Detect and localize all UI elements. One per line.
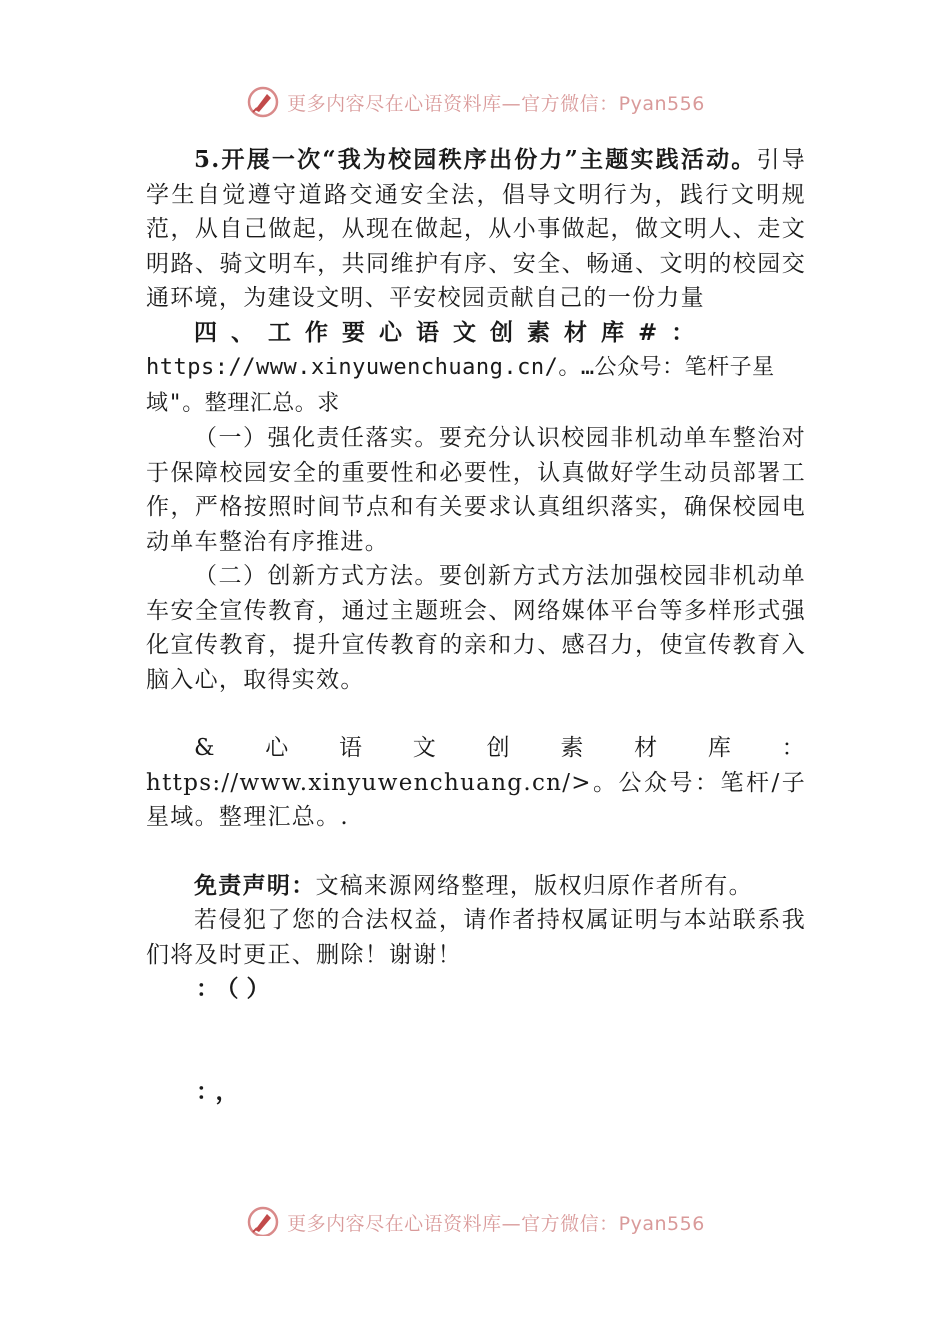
section-4-heading-spread: 四、工作要心语文创素材库#： [194, 318, 709, 346]
document-body [146, 143, 806, 1109]
point-2-paragraph [146, 559, 806, 697]
source-paragraph: &心语文创素材库：https://www.xinyuwenchuang.cn/>。公众号：笔杆/子星域。整理汇总。. [146, 735, 806, 830]
spacer [146, 835, 806, 869]
spacer [146, 1007, 806, 1075]
section-4-heading-rest: https://www.xinyuwenchuang.cn/。…公众号：笔杆子星域"。整理汇总。求 [146, 355, 775, 416]
section-4-heading [146, 316, 806, 422]
spacer [146, 697, 806, 731]
disclaimer-paragraph [146, 869, 806, 904]
item-5-text: 引导学生自觉遵守道路交通安全法，倡导文明行为，践行文明规范，从自己做起，从现在做起，从小事做起，做文明人、走文明路、骑文明车，共同维护有序、安全、畅通、文明的校园交通环境，为建设文明、平安校园贡献自己的一份力量 [146, 147, 806, 311]
point-1-title: （一）强化责任落实。 [194, 425, 439, 451]
pen-nib-logo-icon [245, 1204, 281, 1236]
footer-banner-text: 更多内容尽在心语资料库—官方微信：Pyan556 [287, 1212, 705, 1235]
footer-banner [0, 1202, 950, 1236]
symbol-line-2: ：， [196, 1077, 247, 1105]
disclaimer-paragraph-2: 若侵犯了您的合法权益，请作者持权属证明与本站联系我们将及时更正、删除！谢谢！ [146, 907, 806, 968]
symbol-line-1: ：（） [196, 975, 278, 1002]
pen-nib-logo-icon [245, 84, 281, 120]
disclaimer-label: 免责声明： [194, 872, 316, 899]
point-1-text: 要充分认识校园非机动单车整治对于保障校园安全的重要性和必要性，认真做好学生动员部署工作，严格按照时间节点和有关要求认真组织落实，确保校园电动单车整治有序推进。 [146, 425, 806, 555]
point-2-title: （二）创新方式方法。 [194, 563, 439, 589]
disclaimer-text: 文稿来源网络整理，版权归原作者所有。 [315, 872, 753, 899]
header-banner-inner [245, 84, 705, 120]
item-5-title: 5.开展一次“我为校园秩序出份力”主题实践活动。 [194, 146, 757, 173]
item-5-paragraph [146, 143, 806, 316]
point-2-text: 要创新方式方法加强校园非机动单车安全宣传教育，通过主题班会、网络媒体平台等多样形式强化宣传教育，提升宣传教育的亲和力、感召力，使宣传教育入脑入心，取得实效。 [146, 563, 806, 693]
header-banner-text: 更多内容尽在心语资料库—官方微信：Pyan556 [287, 92, 705, 115]
point-1-paragraph [146, 421, 806, 559]
header-banner [0, 82, 950, 122]
footer-banner-inner [245, 1204, 705, 1236]
